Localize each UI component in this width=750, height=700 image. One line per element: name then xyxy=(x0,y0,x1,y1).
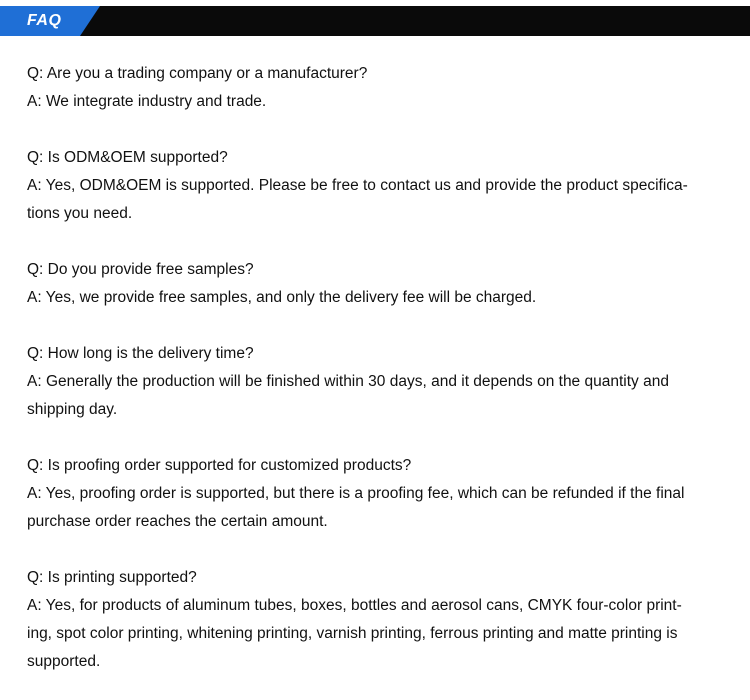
faq-item xyxy=(27,60,727,116)
faq-answer-line: A: Generally the production will be finished within 30 days, and it depends on the quantity and xyxy=(27,373,669,390)
faq-title: FAQ xyxy=(27,12,62,29)
faq-question: Q: Is printing supported? xyxy=(27,569,197,586)
faq-question: Q: How long is the delivery time? xyxy=(27,345,254,362)
faq-header-bar xyxy=(0,6,750,36)
faq-answer-line: shipping day. xyxy=(27,401,118,418)
faq-answer-line: supported. xyxy=(27,653,101,670)
faq-item xyxy=(27,564,727,676)
faq-question: Q: Is proofing order supported for customized products? xyxy=(27,457,412,474)
faq-item xyxy=(27,144,727,228)
faq-item xyxy=(27,256,727,312)
faq-answer-line: A: Yes, for products of aluminum tubes, boxes, bottles and aerosol cans, CMYK four-color print- xyxy=(27,597,682,614)
faq-answer-line: ing, spot color printing, whitening printing, varnish printing, ferrous printing and matte printing is xyxy=(27,625,678,642)
faq-answer-line: A: Yes, proofing order is supported, but there is a proofing fee, which can be refunded if the final xyxy=(27,485,685,502)
faq-answer-line: A: Yes, ODM&OEM is supported. Please be free to contact us and provide the product specifica- xyxy=(27,177,688,194)
faq-question: Q: Do you provide free samples? xyxy=(27,261,254,278)
faq-answer-line: A: Yes, we provide free samples, and only the delivery fee will be charged. xyxy=(27,289,537,306)
faq-answer-line: tions you need. xyxy=(27,205,133,222)
faq-answer-line: purchase order reaches the certain amount. xyxy=(27,513,328,530)
faq-item xyxy=(27,340,727,424)
faq-item xyxy=(27,452,727,536)
faq-question: Q: Are you a trading company or a manufacturer? xyxy=(27,65,368,82)
faq-answer-line: A: We integrate industry and trade. xyxy=(27,93,267,110)
faq-question: Q: Is ODM&OEM supported? xyxy=(27,149,228,166)
faq-list xyxy=(27,60,727,676)
